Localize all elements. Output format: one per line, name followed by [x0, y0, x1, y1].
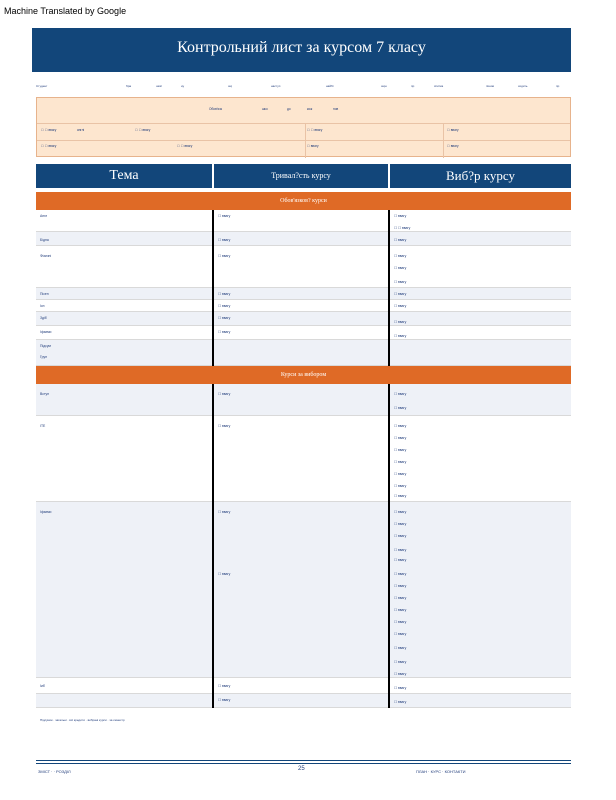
column-divider: [388, 210, 390, 366]
table-row: [36, 326, 571, 340]
column-header-duration: Тривал?сть курсу: [214, 164, 388, 188]
table-row: [36, 694, 571, 708]
table-row: [36, 210, 571, 232]
table-row: [36, 502, 571, 678]
table-row: [36, 340, 571, 366]
table-row: [36, 678, 571, 694]
column-header-choice: Виб?р курсу: [390, 164, 571, 188]
table-row: [36, 300, 571, 312]
footer-divider: [36, 760, 571, 761]
section-elective-courses: Курси за вибором: [36, 366, 571, 384]
section-required-courses: Обов'язков? курси: [36, 192, 571, 210]
table-row: [36, 416, 571, 502]
table-row: [36, 312, 571, 326]
machine-translation-note: Machine Translated by Google: [4, 6, 127, 16]
table-row: [36, 384, 571, 416]
page-title: Контрольний лист за курсом 7 класу: [32, 28, 571, 72]
student-info-row: Студент бра шкіл ну оці наступ найбі оцін пр спитка пішов ходить пр: [36, 84, 560, 88]
table-row: [36, 246, 571, 288]
column-divider: [212, 210, 214, 366]
course-notes-table: Обов'язк шко до кож пов ☐ ☐ ввагу англі ☐ ☐ ввагу ☐ ☐ ввагу ☐ ввагу ☐ ☐ ввагу ☐ ☐ ввагу ☐ ввагу ☐ ввагу: [36, 97, 571, 157]
page-number: 25: [298, 766, 305, 772]
column-header-topic: Тема: [36, 164, 212, 188]
column-divider: [212, 384, 214, 708]
table-row: [36, 232, 571, 246]
table-row: [36, 288, 571, 300]
column-divider: [388, 384, 390, 708]
